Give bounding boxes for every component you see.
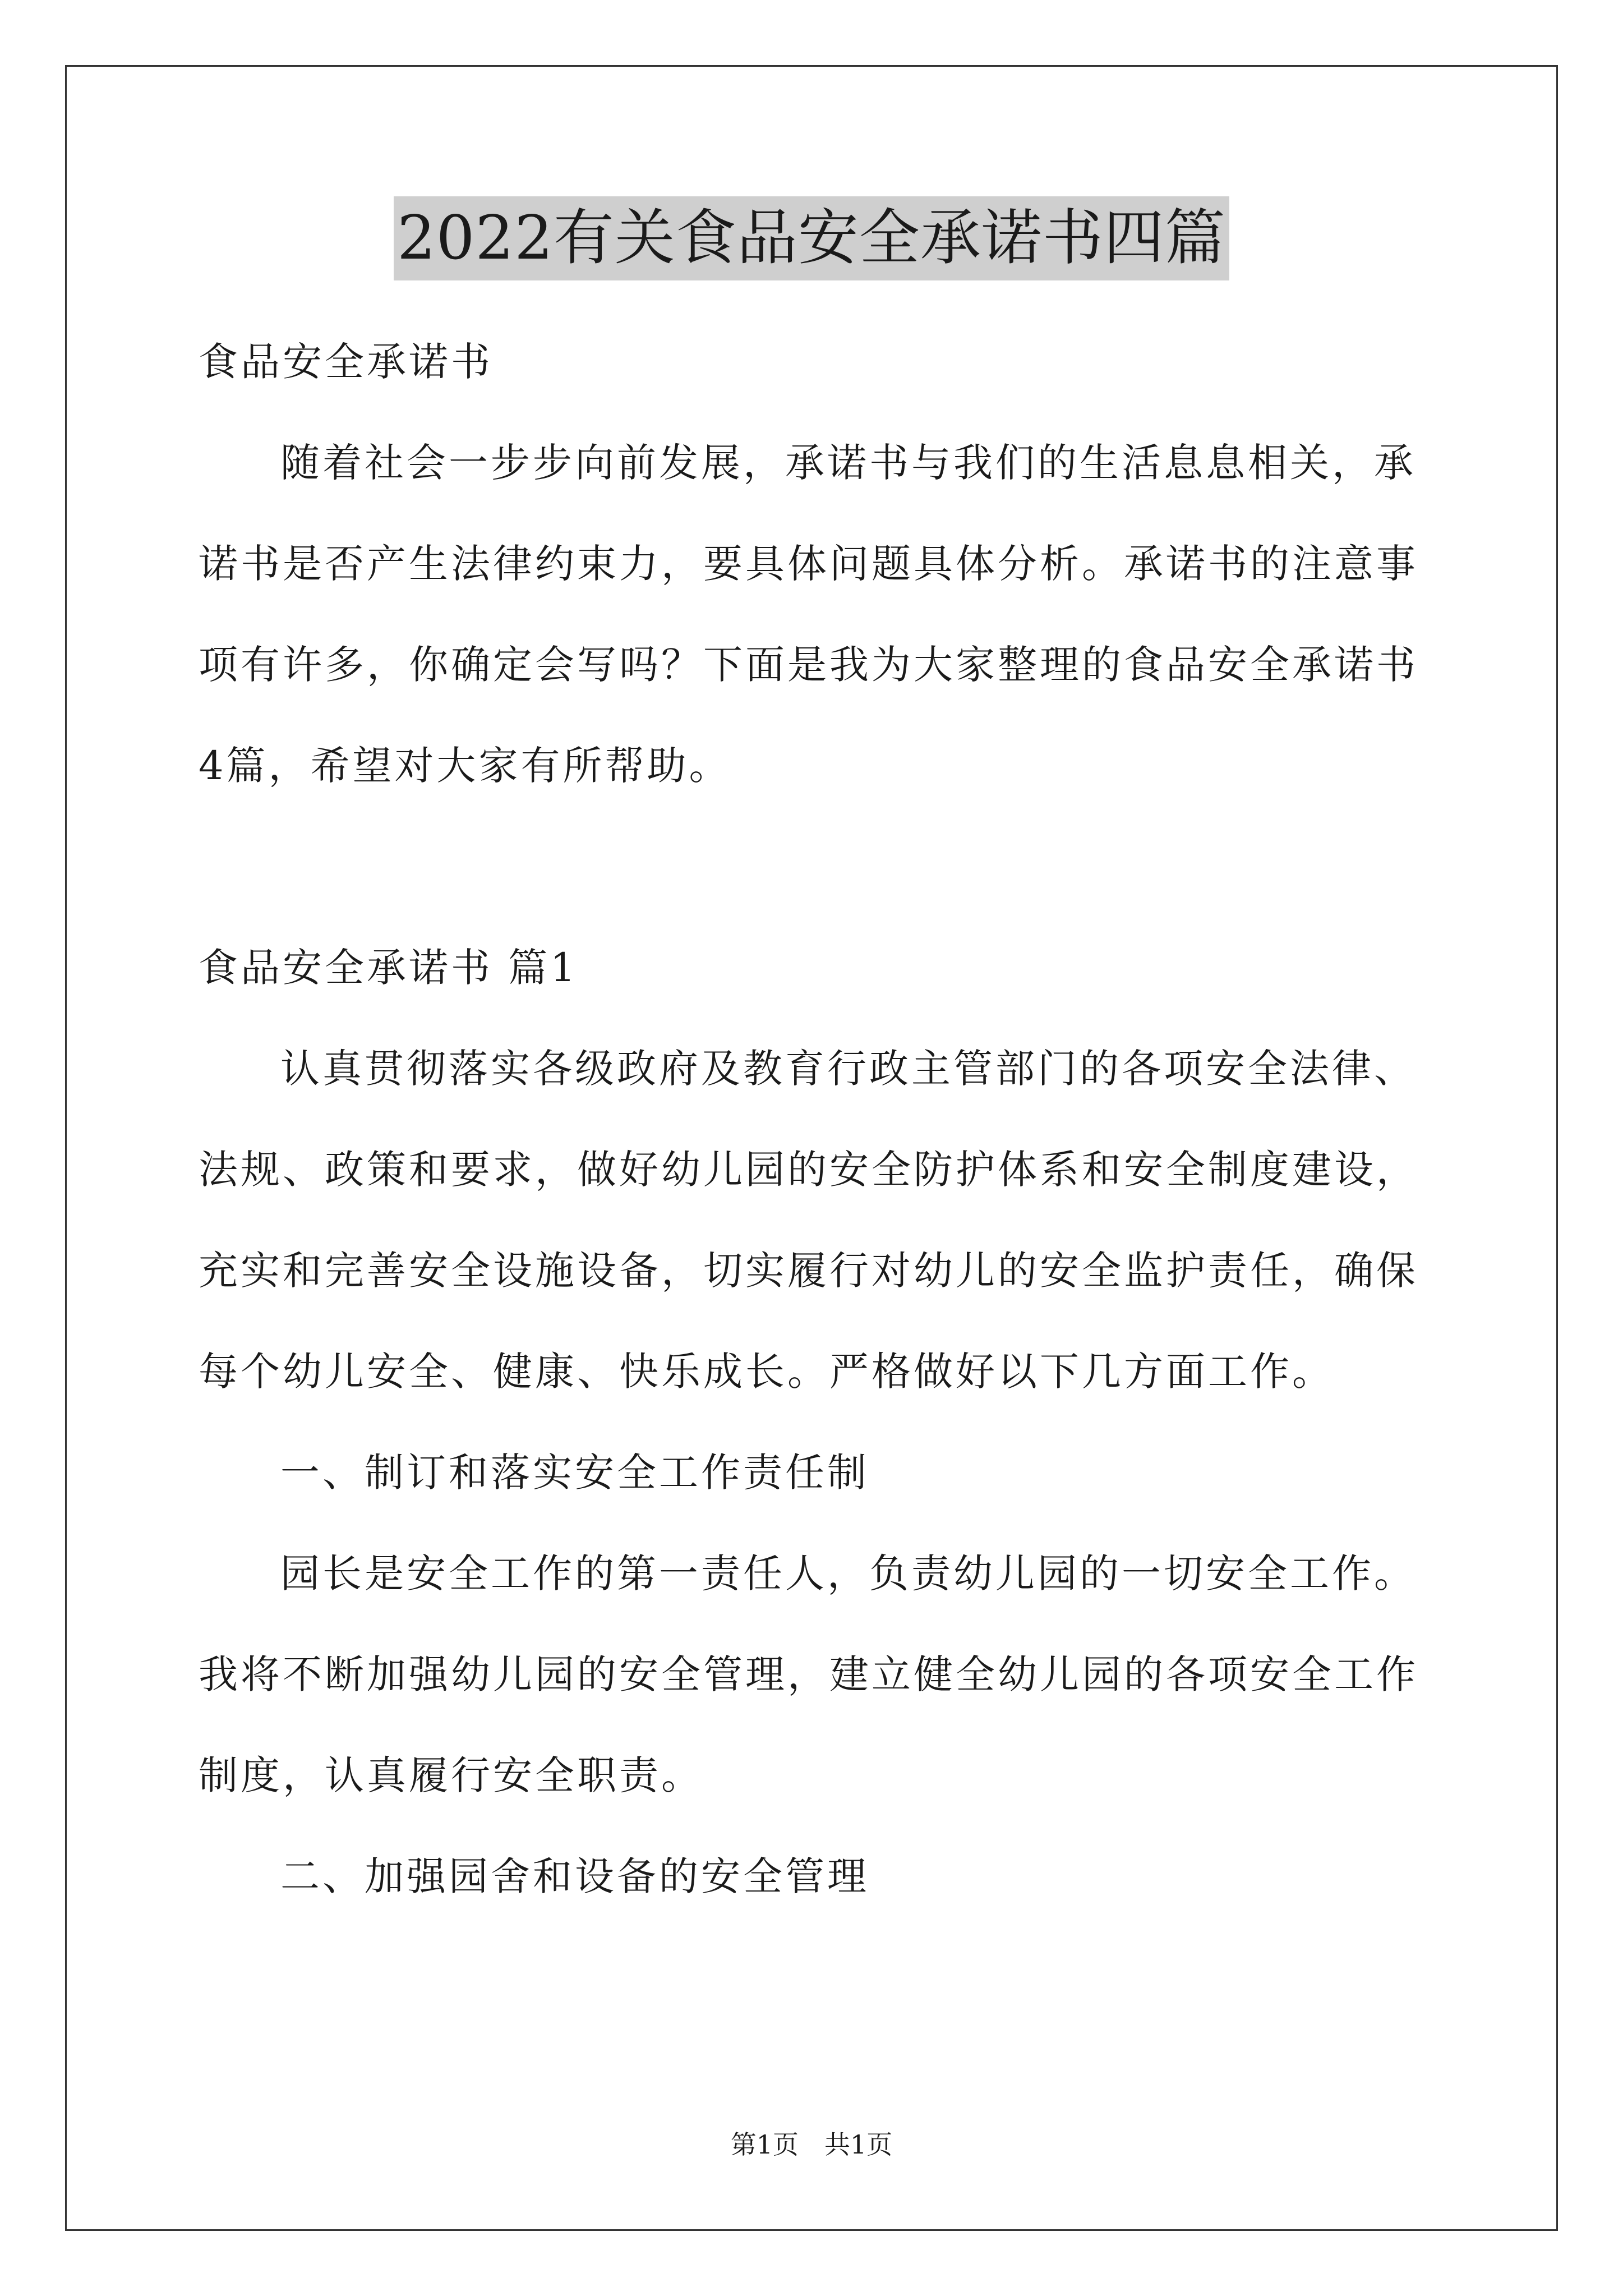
section1-item1-heading: 一、制订和落实安全工作责任制	[280, 1450, 869, 1496]
document-body	[199, 311, 1424, 1927]
section1-item1-paragraph: 园长是安全工作的第一责任人，负责幼儿园的一切安全工作。我将不断加强幼儿园的安全管理，建立健全幼儿园的各项安全工作制度，认真履行安全职责。	[199, 1550, 1418, 1798]
title-container	[0, 196, 1623, 280]
page-indicator: 第1页 共1页	[730, 2129, 893, 2160]
document-title: 2022有关食品安全承诺书四篇	[394, 196, 1229, 280]
intro-paragraph: 随着社会一步步向前发展，承诺书与我们的生活息息相关，承诺书是否产生法律约束力，要具体问题具体分析。承诺书的注意事项有许多，你确定会写吗？下面是我为大家整理的食品安全承诺书4篇，希望对大家有所帮助。	[199, 440, 1418, 789]
section1-item2-heading: 二、加强园舍和设备的安全管理	[280, 1853, 869, 1899]
intro-heading: 食品安全承诺书	[199, 339, 493, 385]
section1-heading: 食品安全承诺书 篇1	[199, 945, 578, 991]
page-footer	[0, 2128, 1623, 2161]
section1-paragraph: 认真贯彻落实各级政府及教育行政主管部门的各项安全法律、法规、政策和要求，做好幼儿园的安全防护体系和安全制度建设，充实和完善安全设施设备，切实履行对幼儿的安全监护责任，确保每个幼儿安全、健康、快乐成长。严格做好以下几方面工作。	[199, 1046, 1418, 1395]
